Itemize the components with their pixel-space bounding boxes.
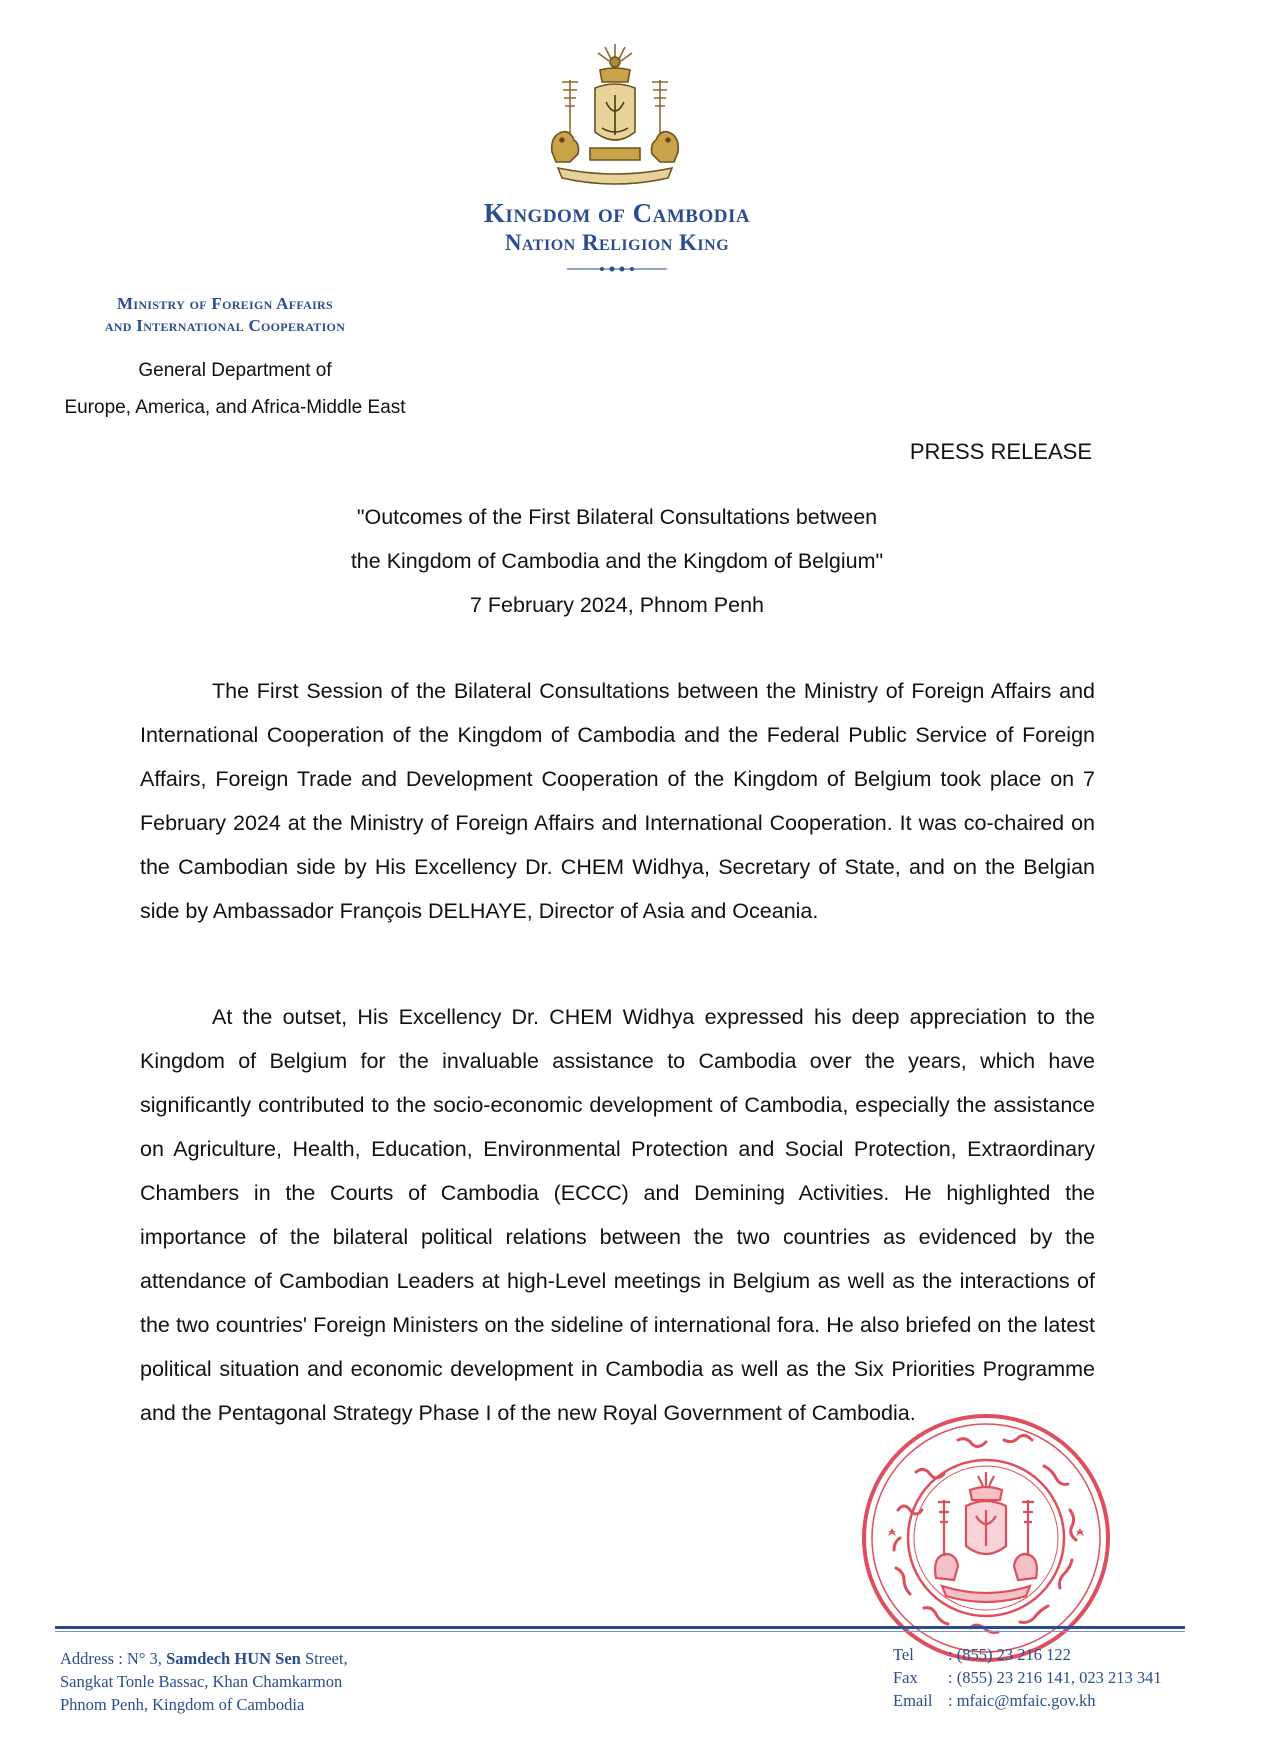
footer-address (60, 1647, 480, 1716)
contact-fax: Fax : (855) 23 216 141, 023 213 341 (893, 1668, 1162, 1687)
contact-tel: Tel : (855) 23 216 122 (893, 1645, 1071, 1664)
body-paragraph-2: At the outset, His Excellency Dr. CHEM Widhya expressed his deep appreciation to the Kingdom of Belgium for the invaluable assistance to Cambodia over the years, which have significantly contributed to the socio-economic development of Cambodia, especially the assistance on Agriculture, Health, Education, Environmental Protection and Social Protection, Extraordinary Chambers in the Courts of Cambodia (ECCC) and Demining Activities. He highlighted the importance of the bilateral political relations between the two countries as evidenced by the attendance of Cambodian Leaders at high-Level meetings in Belgium as well as the interactions of the two countries' Foreign Ministers on the sideline of international fora. He also briefed on the latest political situation and economic development in Cambodia as well as the Six Priorities Programme and the Pentagonal Strategy Phase I of the new Royal Government of Cambodia. (140, 1005, 1095, 1425)
body-paragraph-1: The First Session of the Bilateral Consultations between the Ministry of Foreign Affairs and International Cooperation of the Kingdom of Cambodia and the Federal Public Service of Foreign Affairs, Foreign Trade and Development Cooperation of the Kingdom of Belgium took place on 7 February 2024 at the Ministry of Foreign Affairs and International Cooperation. It was co-chaired on the Cambodian side by His Excellency Dr. CHEM Widhya, Secretary of State, and on the Belgian side by Ambassador François DELHAYE, Director of Asia and Oceania. (140, 679, 1095, 923)
department-line1: General Department of (138, 360, 332, 381)
footer-divider-thin (55, 1631, 1185, 1632)
footer-contact (893, 1643, 1223, 1712)
contact-email: Email : mfaic@mfaic.gov.kh (893, 1691, 1096, 1710)
document-type-label: PRESS RELEASE (909, 439, 1092, 464)
country-title: Kingdom of Cambodia (483, 198, 751, 228)
title-line2: the Kingdom of Cambodia and the Kingdom of Belgium" (350, 549, 884, 573)
address-line2: Sangkat Tonle Bassac, Khan Chamkarmon (60, 1672, 343, 1691)
address-line1: Address : N° 3, Samdech HUN Sen Street, (60, 1649, 348, 1668)
department-line2: Europe, America, and Africa-Middle East (64, 397, 406, 418)
date-place: 7 February 2024, Phnom Penh (469, 593, 765, 617)
ministry-name-line1: Ministry of Foreign Affairs (117, 294, 333, 313)
title-line1: "Outcomes of the First Bilateral Consultations between (356, 505, 878, 529)
national-motto: Nation Religion King (504, 230, 730, 255)
motto-ornament (567, 264, 667, 274)
ministry-name-line2: and International Cooperation (104, 316, 346, 335)
address-line3: Phnom Penh, Kingdom of Cambodia (60, 1695, 305, 1714)
footer-divider (55, 1626, 1185, 1629)
coat-of-arms-emblem (540, 40, 690, 190)
